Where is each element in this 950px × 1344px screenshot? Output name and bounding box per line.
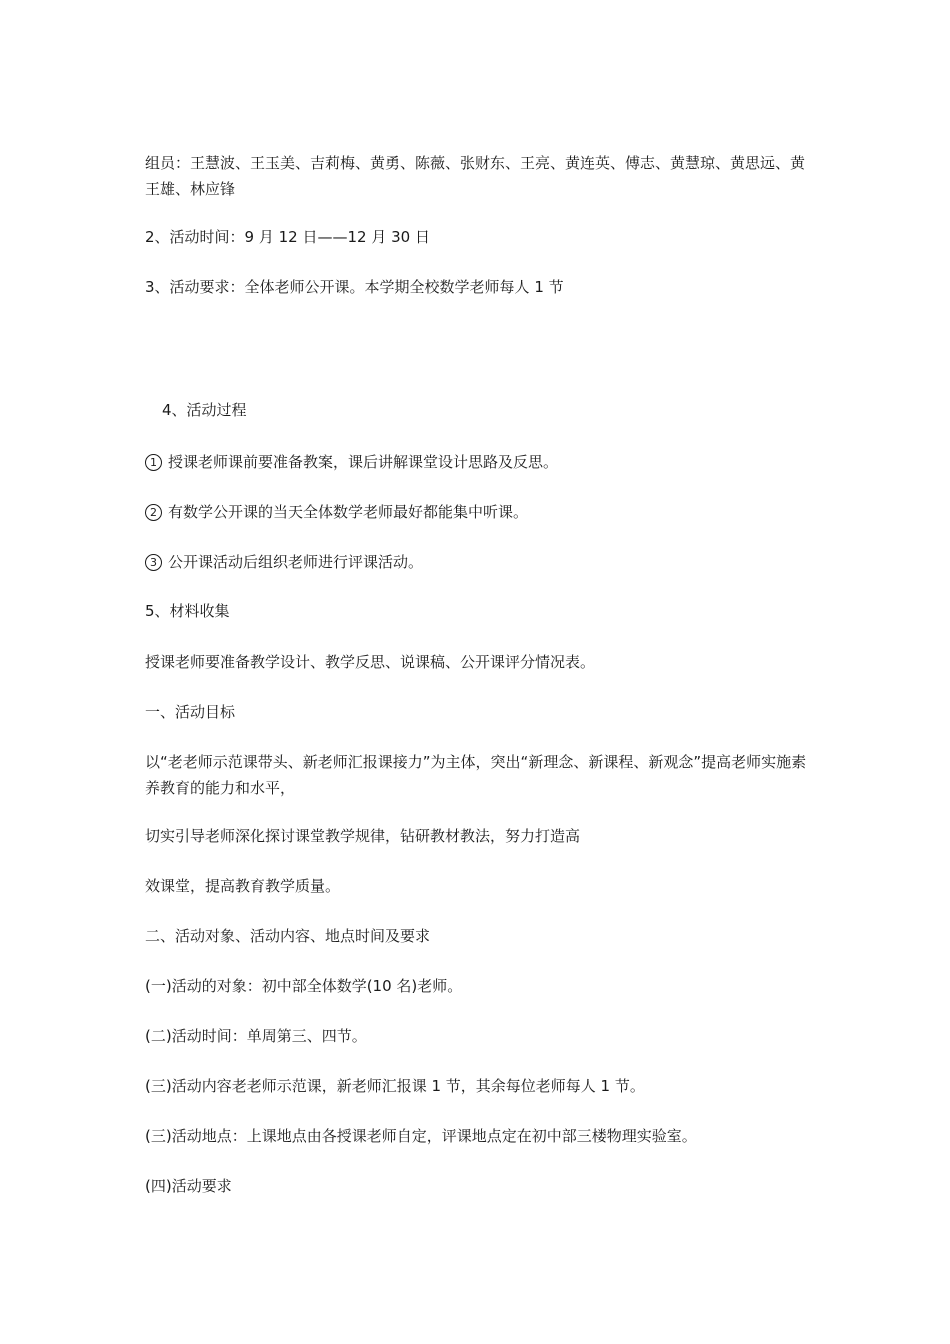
activity-time: 2、活动时间：9 月 12 日——12 月 30 日	[145, 228, 430, 246]
process-step-text: 公开课活动后组织老师进行评课活动。	[168, 553, 424, 571]
materials-heading: 5、材料收集	[145, 602, 230, 620]
process-step-text: 授课老师课前要准备教案，课后讲解课堂设计思路及反思。	[168, 453, 559, 471]
goal-heading: 一、活动目标	[145, 703, 236, 721]
section2-heading: 二、活动对象、活动内容、地点时间及要求	[145, 927, 431, 945]
circled-number-1: 1	[145, 454, 162, 471]
process-step-1	[145, 449, 810, 475]
goal-paragraph-2: 切实引导老师深化探讨课堂教学规律，钻研教材教法，努力打造高	[145, 827, 581, 845]
process-step-text: 有数学公开课的当天全体数学老师最好都能集中听课。	[168, 503, 529, 521]
materials-paragraph: 授课老师要准备教学设计、教学反思、说课稿、公开课评分情况表。	[145, 653, 596, 671]
circled-number-2: 2	[145, 504, 162, 521]
item-location: (三)活动地点：上课地点由各授课老师自定，评课地点定在初中部三楼物理实验室。	[145, 1127, 697, 1145]
process-step-2	[145, 499, 810, 525]
item-content: (三)活动内容老老师示范课，新老师汇报课 1 节，其余每位老师每人 1 节。	[145, 1077, 645, 1095]
activity-requirement: 3、活动要求：全体老师公开课。本学期全校数学老师每人 1 节	[145, 278, 564, 296]
item-target: (一)活动的对象：初中部全体数学(10 名)老师。	[145, 977, 463, 995]
goal-paragraph-3: 效课堂，提高教育教学质量。	[145, 877, 341, 895]
members-paragraph: 组员：王慧波、王玉美、吉莉梅、黄勇、陈薇、张财东、王亮、黄连英、傅志、黄慧琼、黄思远、黄王雄、林应锋	[145, 154, 806, 198]
process-step-3	[145, 549, 810, 575]
goal-paragraph-1: 以“老老师示范课带头、新老师汇报课接力”为主体，突出“新理念、新课程、新观念”提高老师实施素养教育的能力和水平，	[145, 753, 807, 797]
item-time: (二)活动时间：单周第三、四节。	[145, 1027, 367, 1045]
process-heading: 4、活动过程	[162, 401, 247, 419]
circled-number-3: 3	[145, 554, 162, 571]
item-requirements: (四)活动要求	[145, 1177, 232, 1195]
